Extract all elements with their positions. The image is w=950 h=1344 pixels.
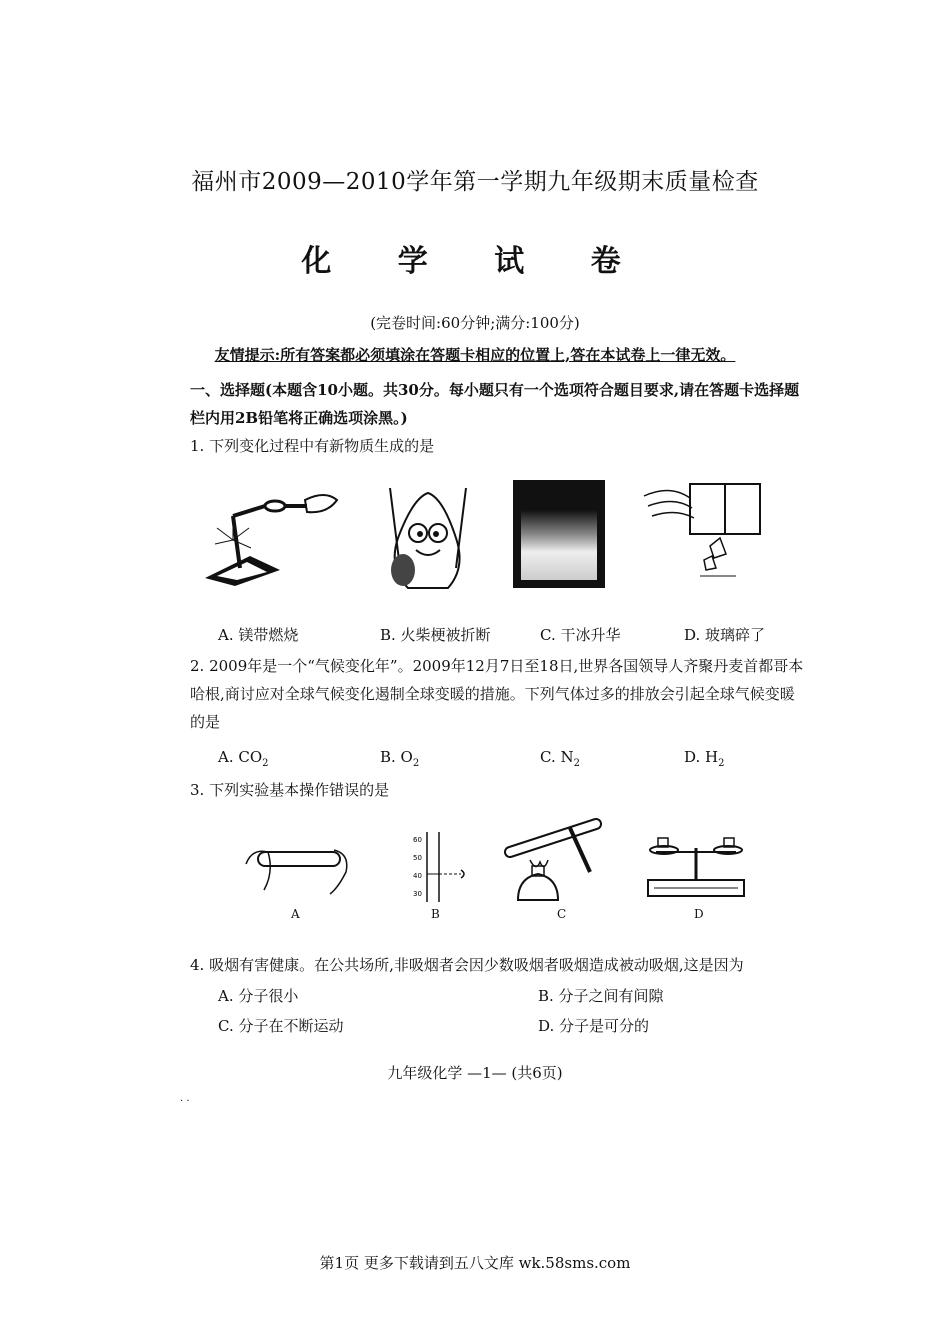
dry-ice-sublimation-figure [513,480,605,588]
q4-option-a: A. 分子很小 [218,987,299,1005]
q2-option-b [380,748,419,769]
test-tube-hands-figure [238,838,353,900]
match-breaking-figure [368,478,488,598]
q3-label-b: B [431,907,440,921]
scan-dots: · · [180,1096,190,1107]
q2-option-d-text: D. H [684,748,719,766]
q3-label-a: A [291,907,300,921]
alcohol-lamp-heating-figure [500,812,610,907]
graduated-cylinder-figure [395,830,475,904]
section-1-instructions: 一、选择题(本题含10小题。共30分。每小题只有一个选项符合题目要求,请在答题卡选择题栏内用2B铅笔将正确选项涂黑。) [190,381,800,427]
q2-option-a-text: A. CO [218,748,263,766]
exam-meta: (完卷时间:60分钟;满分:100分) [370,314,580,332]
exam-title: 福州市2009—2010学年第一学期九年级期末质量检查 [191,169,759,195]
q2-stem: 2. 2009年是一个“气候变化年”。2009年12月7日至18日,世界各国领导人齐聚丹麦首都哥本哈根,商讨应对全球气候变化遏制全球变暖的措施。下列气体过多的排放会引起全球气候变暖的是 [190,657,804,731]
cylinder-scale-50: 50 [413,854,422,862]
exam-subtitle: 化 学 试 卷 [301,244,649,279]
cylinder-scale-40: 40 [413,872,422,880]
q4-stem: 4. 吸烟有害健康。在公共场所,非吸烟者会因少数吸烟者吸烟造成被动吸烟,这是因为 [190,956,744,974]
q2-option-c [540,748,580,769]
q4-option-d: D. 分子是可分的 [538,1017,650,1035]
page-footer: 九年级化学 —1— (共6页) [387,1064,563,1082]
q3-label-c: C [557,907,567,921]
q4-option-b: B. 分子之间有间隙 [538,987,664,1005]
friendly-tip [0,344,950,365]
q2-option-d [684,748,724,769]
glass-breaking-figure [640,476,770,588]
q2-option-c-sub: 2 [573,758,580,769]
q3-stem: 3. 下列实验基本操作错误的是 [190,781,390,799]
q2-option-a [218,748,269,769]
q1-option-b: B. 火柴梗被折断 [380,626,491,644]
q1-option-c: C. 干冰升华 [540,626,621,644]
download-note: 第1页 更多下载请到五八文库 wk.58sms.com [319,1254,631,1272]
q3-label-d: D [694,907,704,921]
balance-scale-figure [640,828,752,902]
q1-stem: 1. 下列变化过程中有新物质生成的是 [190,437,435,455]
magnesium-burning-figure [195,478,345,588]
q2-option-c-text: C. N [540,748,574,766]
cylinder-scale-60: 60 [413,836,422,844]
q2-option-d-sub: 2 [718,758,725,769]
q2-option-b-sub: 2 [412,758,420,769]
cylinder-scale-30: 30 [413,890,422,898]
q4-option-c: C. 分子在不断运动 [218,1017,344,1035]
q1-option-a: A. 镁带燃烧 [218,626,299,644]
q2-option-b-text: B. O [380,748,413,766]
q2-option-a-sub: 2 [262,758,269,769]
friendly-tip-text: 友情提示:所有答案都必须填涂在答题卡相应的位置上,答在本试卷上一律无效。 [214,346,736,364]
q1-option-d: D. 玻璃碎了 [684,626,766,644]
